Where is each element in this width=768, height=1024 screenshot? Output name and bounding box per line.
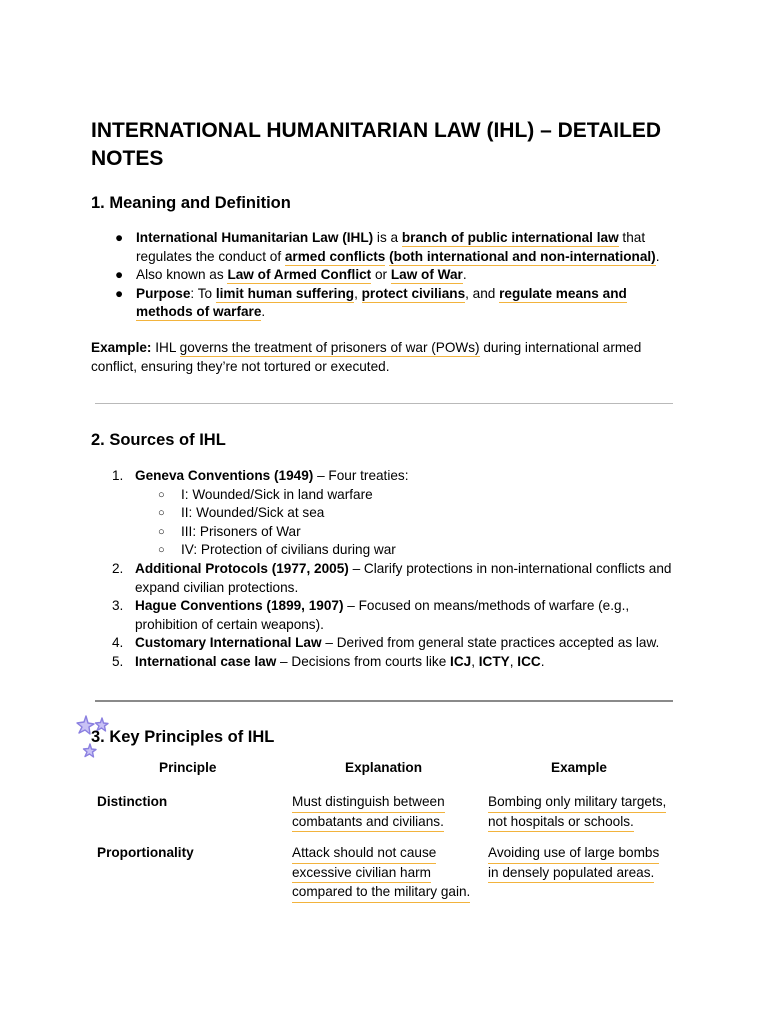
source-description: – Derived from general state practices accepted as law.: [321, 635, 660, 651]
row-1-example: [488, 793, 666, 832]
convention-sub-item: [112, 541, 672, 560]
source-list-item: [112, 560, 672, 597]
convention-sub-item: [112, 486, 672, 505]
list-number: 2.: [112, 560, 124, 576]
bold-text: Purpose: [136, 285, 191, 301]
section-heading-meaning: 1. Meaning and Definition: [91, 194, 291, 212]
bullet-item: [115, 266, 675, 285]
column-header-example: Example: [551, 760, 607, 775]
source-list-item: [112, 467, 672, 486]
bold-text: ICTY: [478, 653, 510, 669]
text-span: Also known as: [136, 267, 228, 283]
text-span: , and: [465, 285, 500, 301]
row-1-example-line: not hospitals or schools.: [488, 813, 634, 833]
row-2-principle: Proportionality: [97, 845, 194, 860]
column-header-principle: Principle: [159, 760, 217, 775]
convention-sub-item: [112, 504, 672, 523]
source-name: International case law: [135, 653, 277, 669]
text-span: that regulates the conduct of: [136, 230, 646, 264]
row-1-explanation: [292, 793, 445, 832]
text-span: is a: [373, 230, 402, 245]
section-heading-principles: 3. Key Principles of IHL: [91, 728, 275, 746]
row-2-explanation-line: compared to the military gain.: [292, 883, 470, 903]
bold-text: (both international and non-international): [389, 248, 656, 264]
row-1-principle: Distinction: [97, 794, 168, 809]
list-number: 1.: [112, 468, 124, 483]
source-description: – Focused on means/methods of warfare (e.g., prohibition of certain weapons).: [135, 598, 630, 632]
bold-text: ICC: [517, 653, 541, 669]
bold-text: protect civilians: [361, 285, 466, 301]
text-span: ,: [354, 285, 362, 301]
bullet-item: [115, 285, 675, 322]
text-span: or: [371, 267, 391, 283]
bold-text: ICJ: [450, 653, 472, 669]
page-title: INTERNATIONAL HUMANITARIAN LAW (IHL) – DETAILED NOTES: [91, 119, 662, 170]
convention-sub-item: [112, 523, 672, 542]
example-text-post: during international armed conflict, ensuring they’re not tortured or executed.: [91, 340, 642, 374]
source-name: Hague Conventions (1899, 1907): [135, 598, 344, 614]
source-description: – Clarify protections in non-international conflicts and expand civilian protections.: [135, 560, 672, 595]
list-number: 5.: [112, 653, 124, 669]
row-2-explanation: [292, 844, 470, 903]
list-number: 3.: [112, 598, 124, 614]
bold-text: branch of public international law: [401, 230, 619, 245]
row-2-example-line: Avoiding use of large bombs: [488, 844, 659, 864]
row-1-example-line: Bombing only military targets,: [488, 793, 666, 813]
bullet-icon: ●: [115, 267, 124, 283]
text-span: .: [655, 248, 660, 264]
source-name: Additional Protocols (1977, 2005): [135, 560, 349, 576]
list-number: 4.: [112, 635, 124, 651]
text-span: : To: [190, 285, 216, 301]
text-span: ,: [509, 653, 518, 669]
row-2-example: [488, 844, 659, 883]
convention-text: III: Prisoners of War: [181, 523, 301, 539]
definition-bullet-list: [115, 229, 675, 322]
example-highlight: governs the treatment of prisoners of war (POWs): [179, 340, 480, 355]
section-heading-sources: 2. Sources of IHL: [91, 431, 226, 449]
bold-text: armed conflicts: [284, 248, 386, 264]
bullet-icon: ●: [115, 285, 124, 301]
circle-bullet-icon: ○: [158, 507, 165, 520]
example-text-pre: IHL: [151, 340, 180, 355]
bold-text: limit human suffering: [215, 285, 355, 301]
convention-text: II: Wounded/Sick at sea: [181, 505, 325, 521]
example-label: Example:: [91, 340, 152, 355]
source-list-item: [112, 653, 672, 672]
row-2-explanation-line: Attack should not cause: [292, 844, 436, 864]
row-1-explanation-line: Must distinguish between: [292, 793, 445, 813]
divider-2: [95, 700, 673, 702]
text-span: .: [540, 653, 545, 669]
bullet-icon: ●: [115, 230, 124, 245]
bold-text: Law of War: [390, 267, 463, 283]
circle-bullet-icon: ○: [158, 525, 165, 538]
bold-text: regulate means and methods of warfare: [136, 285, 627, 320]
example-paragraph: [91, 339, 671, 376]
divider-1: [95, 403, 673, 404]
convention-text: I: Wounded/Sick in land warfare: [181, 486, 373, 502]
row-1-explanation-line: combatants and civilians.: [292, 813, 444, 833]
text-span: .: [261, 304, 266, 320]
source-description: – Four treaties:: [313, 468, 409, 483]
bullet-item: [115, 229, 675, 266]
column-header-explanation: Explanation: [345, 760, 423, 775]
source-list-item: [112, 634, 672, 653]
row-2-example-line: in densely populated areas.: [488, 864, 654, 884]
source-list-item: [112, 597, 672, 634]
text-span: .: [462, 267, 467, 283]
source-name: Geneva Conventions (1949): [135, 468, 314, 483]
circle-bullet-icon: ○: [158, 488, 165, 501]
source-description: – Decisions from courts like: [276, 653, 451, 669]
text-span: ,: [471, 653, 479, 669]
circle-bullet-icon: ○: [158, 544, 165, 557]
row-2-explanation-line: excessive civilian harm: [292, 864, 431, 884]
convention-text: IV: Protection of civilians during war: [181, 542, 396, 558]
sources-numbered-list: [112, 467, 672, 672]
bold-text: Law of Armed Conflict: [227, 267, 372, 283]
bold-text: International Humanitarian Law (IHL): [136, 230, 374, 245]
source-name: Customary International Law: [135, 635, 322, 651]
